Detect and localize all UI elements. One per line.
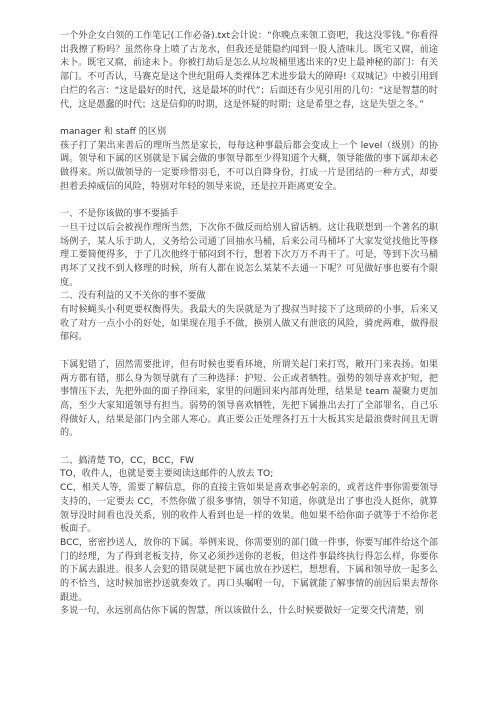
section-heading-email: 二、搞清楚 TO，CC，BCC，FW xyxy=(60,455,195,466)
body-paragraph: 下属犯错了，固然需要批评，但有时候也要看环境，所谓关起门来打骂，敞开门来表扬。如果两方都有错，那么身为领导就有了三种选择：护短、公正或者牺牲。强势的领导喜欢护短，把事情压下去，先把外面的面子挣回来，家里的问题回来内部再处理，结果是 team 凝聚力更加高，至少大家知道领导有担当。弱势的领导喜欢牺牲，先把下属推出去打了全部罪名，自己乐得做好人，结果是部门内全部人寒心。真正要公正处理各打五十大板其实是最浪费时间且无谓的。 xyxy=(60,359,438,439)
body-paragraph-to: TO，收件人，也就是要主要阅读这邮件的人放去 TO; xyxy=(60,469,274,480)
section-heading-1: 一、不是你该做的事不要插手 xyxy=(60,209,179,220)
body-paragraph: 多说一句，永远别高估你下属的智慧，所以该做什么，什么时候要做好一定要交代清楚，别 xyxy=(60,606,424,617)
section-heading-2: 二、没有利益的又不关你的事不要做 xyxy=(60,291,206,302)
body-paragraph-cc: CC，相关人等，需要了解信息，你的直接主管如果是喜欢事必躬亲的，或者这件事你需要领导支持的，一定要去 CC，不然你做了很多事情，领导不知道，你就是出了事也没人挺你，就算领导没时间看也没关系，别的收件人看到也是一样的效果。他如果不给你面子就等于不给你老板面子。 xyxy=(60,483,438,535)
intro-paragraph: 一个外企女白领的工作笔记(工作必备).txt会计说：“你晚点来领工资吧，我这没零钱。”你看得出我擦了粉吗？虽然你身上喷了古龙水，但我还是能隐约闻到一股人渣味儿。既宅又腐，前途未卜。既宅又腐，前途未卜。你被打劫后是怎么从垃圾桶里逃出来的?史上最神秘的部门：有关部门。不可否认，马赛克是这个世纪阻碍人类裸体艺术进步最大的障碍!《双城记》中被引用到白烂的名言：“这是最好的时代，这是最坏的时代”；后面还有少见引用的几句：“这是智慧的时代，这是愚蠢的时代；这是信仰的时期，这是怀疑的时期；这是希望之春，这是失望之冬。” xyxy=(60,31,438,110)
body-paragraph: 有时候蝇头小利更要权衡得失。我最大的失误就是为了搜叔当时接下了这琐碎的小事，后来又收了对方一点小小的好处，如果现在甩手不做，换别人做又有泄底的风险，骑虎两难，做得很郁闷。 xyxy=(60,305,438,343)
body-paragraph-bcc: BCC，密密抄送人，放你的下属。举例来说，你需要别的部门做一件事，你要写邮件给这个部门的经理，为了得到老板支持，你又必须抄送你的老板，但这件事最终执行得怎么样，你要你的下属去跟进。很多人会犯的错误就是把下属也放在抄送栏，想想看，下属和领导放一起多么的不恰当，这时候加密抄送就奏效了。再口头嘱咐一句，下属就能了解事情的前因后果去帮你跟进。 xyxy=(60,537,438,603)
body-paragraph: 一旦干过以后会被视作理所当然，下次你不做反而给别人留话柄。这让我联想到一个著名的职场例子，某人乐于助人，义务给公司通了回抽水马桶，后来公司马桶坏了大家发觉找他比等修理工要简便得多，于了几次他终于郁闷到不行，想着下次万万不再干了。可是，等到下次马桶再坏了又找不到人修理的时候，所有人都在说怎么某某不去通一下呢？可见做好事也要有个限度。 xyxy=(60,222,438,288)
body-paragraph: 孩子打了架出来善后的理所当然是家长，每每这种事最后都会变成上一个 level（级别）的协调。领导和下属的区别就是下属会做的事领导都至少得知道个大概，领导能做的事下属却未必做得来。所以做领导的一定要珍惜羽毛，不可以自降身份，打成一片是团结的一种方式，却要担着丢掉威信的风险，特别对年轻的领导来说，还是拉开距离更安全。 xyxy=(60,140,438,192)
section-heading-manager-staff: manager 和 staff 的区别 xyxy=(60,126,167,137)
